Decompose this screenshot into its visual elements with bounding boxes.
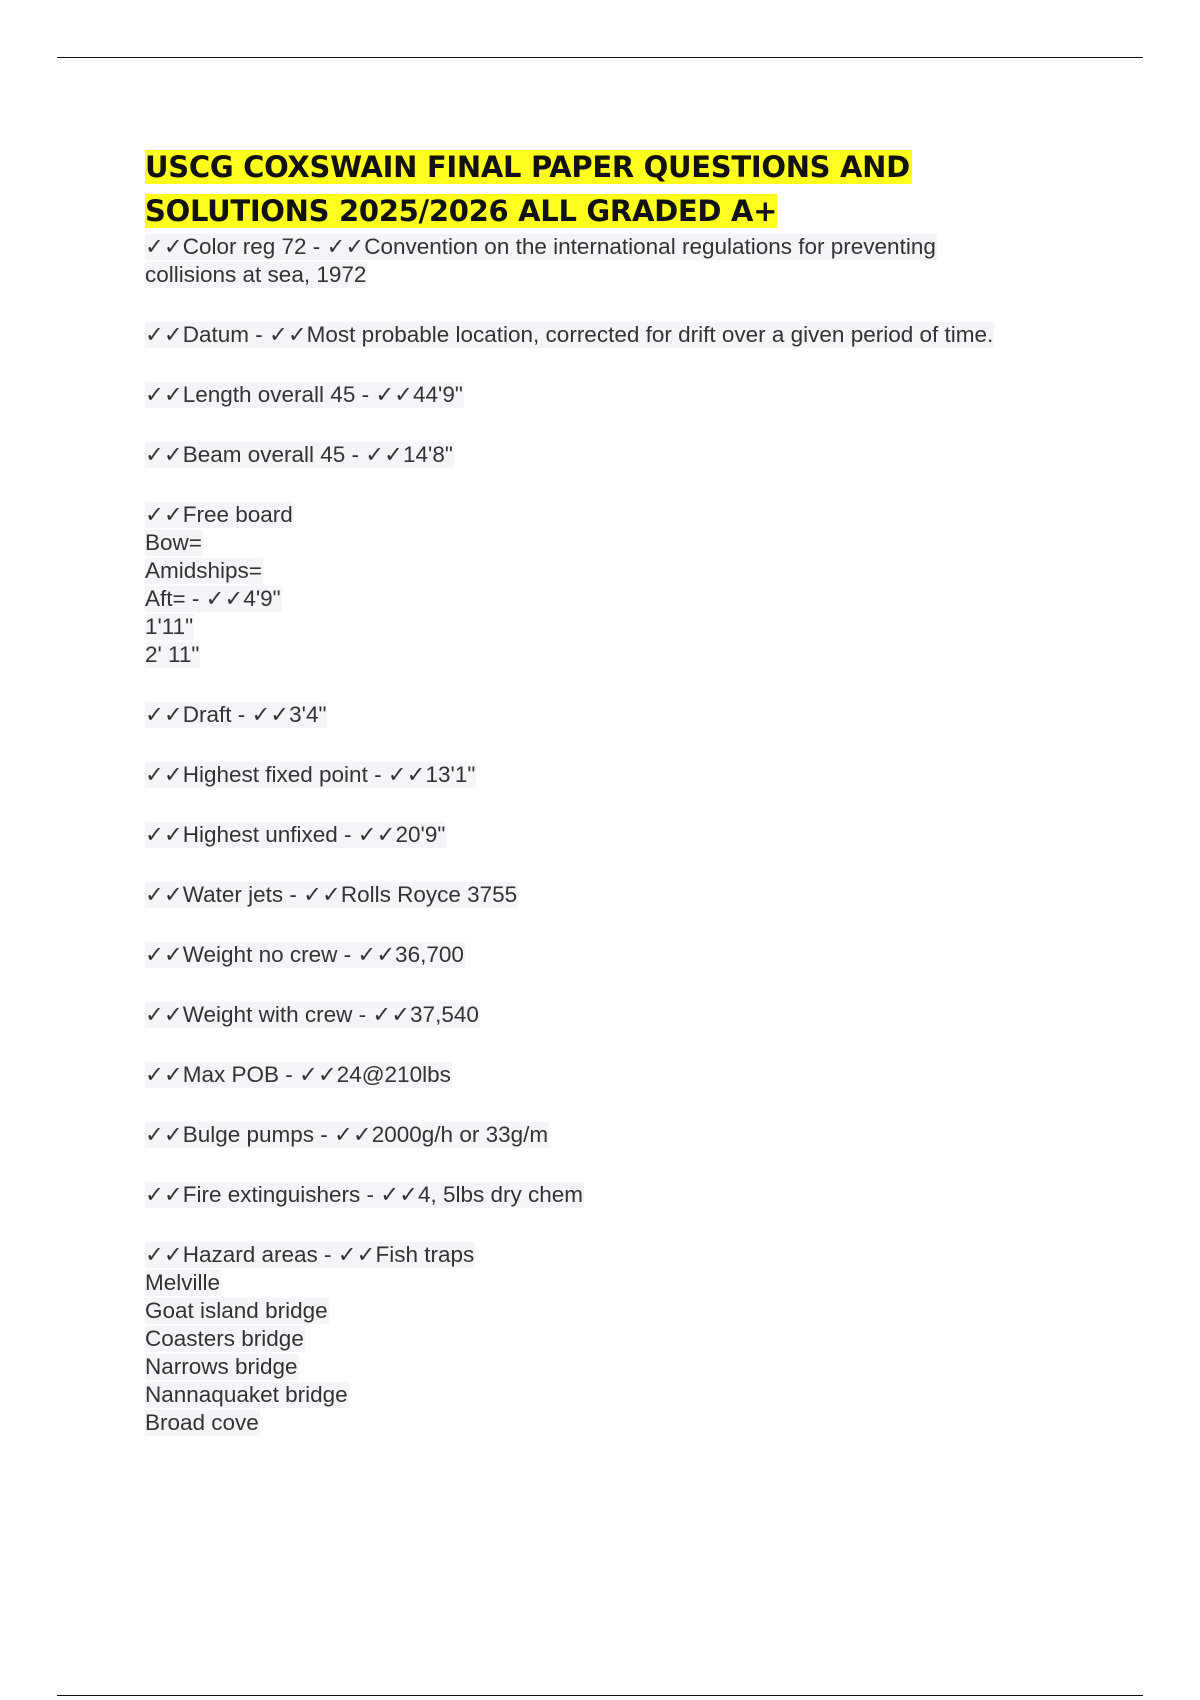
qa-entry-text: Aft= - ✓✓4'9" <box>145 586 281 611</box>
qa-entry-text: Coasters bridge <box>145 1326 304 1351</box>
qa-entry-line <box>145 1121 1105 1149</box>
qa-entry-text: Bow= <box>145 530 202 555</box>
qa-entry-text: ✓✓Free board <box>145 502 293 527</box>
qa-entry <box>145 701 1105 729</box>
qa-entry-text: Goat island bridge <box>145 1298 328 1323</box>
qa-entry-line <box>145 641 1105 669</box>
qa-entry-text: ✓✓Beam overall 45 - ✓✓14'8" <box>145 442 453 467</box>
qa-entry-text: ✓✓Highest unfixed - ✓✓20'9" <box>145 822 446 847</box>
document-body <box>145 145 1105 1469</box>
qa-entry-text: ✓✓Weight with crew - ✓✓37,540 <box>145 1002 479 1027</box>
document-title <box>145 145 1105 233</box>
qa-entry-line <box>145 1325 1105 1353</box>
qa-entry-line <box>145 261 1105 289</box>
qa-entry-line <box>145 1001 1105 1029</box>
qa-entry-line <box>145 701 1105 729</box>
qa-entry-text: Narrows bridge <box>145 1354 298 1379</box>
title-line-1: USCG COXSWAIN FINAL PAPER QUESTIONS AND <box>145 150 910 184</box>
qa-list <box>145 233 1105 1437</box>
qa-entry <box>145 1241 1105 1437</box>
title-line-2: SOLUTIONS 2025/2026 ALL GRADED A+ <box>145 194 778 228</box>
qa-entry-line <box>145 1297 1105 1325</box>
qa-entry-text: 1'11" <box>145 614 194 639</box>
qa-entry-text: ✓✓Weight no crew - ✓✓36,700 <box>145 942 464 967</box>
qa-entry-line <box>145 441 1105 469</box>
qa-entry <box>145 1001 1105 1029</box>
qa-entry-line <box>145 321 1105 349</box>
qa-entry-line <box>145 501 1105 529</box>
qa-entry <box>145 441 1105 469</box>
qa-entry-text: ✓✓Datum - ✓✓Most probable location, corrected for drift over a given period of time. <box>145 322 994 347</box>
qa-entry-line <box>145 941 1105 969</box>
qa-entry-text: ✓✓Water jets - ✓✓Rolls Royce 3755 <box>145 882 518 907</box>
qa-entry-text: ✓✓Highest fixed point - ✓✓13'1" <box>145 762 476 787</box>
qa-entry-text: 2' 11" <box>145 642 200 667</box>
qa-entry-line <box>145 1381 1105 1409</box>
qa-entry <box>145 501 1105 669</box>
qa-entry-line <box>145 1241 1105 1269</box>
qa-entry <box>145 941 1105 969</box>
qa-entry-line <box>145 1181 1105 1209</box>
qa-entry-text: ✓✓Max POB - ✓✓24@210lbs <box>145 1062 451 1087</box>
qa-entry-line <box>145 1269 1105 1297</box>
qa-entry-text: collisions at sea, 1972 <box>145 262 367 287</box>
qa-entry-text: ✓✓Hazard areas - ✓✓Fish traps <box>145 1242 475 1267</box>
qa-entry-line <box>145 381 1105 409</box>
qa-entry-text: ✓✓Draft - ✓✓3'4" <box>145 702 327 727</box>
qa-entry-line <box>145 529 1105 557</box>
qa-entry-line <box>145 881 1105 909</box>
qa-entry-text: Amidships= <box>145 558 262 583</box>
qa-entry <box>145 821 1105 849</box>
qa-entry-line <box>145 1353 1105 1381</box>
qa-entry-text: ✓✓Fire extinguishers - ✓✓4, 5lbs dry chem <box>145 1182 584 1207</box>
qa-entry-line <box>145 557 1105 585</box>
qa-entry <box>145 321 1105 349</box>
qa-entry-text: Broad cove <box>145 1410 259 1435</box>
qa-entry-line <box>145 761 1105 789</box>
qa-entry <box>145 881 1105 909</box>
qa-entry <box>145 1061 1105 1089</box>
bottom-rule <box>57 1695 1143 1696</box>
qa-entry <box>145 1181 1105 1209</box>
qa-entry-line <box>145 585 1105 613</box>
qa-entry-text: Melville <box>145 1270 221 1295</box>
qa-entry-text: Nannaquaket bridge <box>145 1382 348 1407</box>
qa-entry-line <box>145 233 1105 261</box>
qa-entry <box>145 1121 1105 1149</box>
qa-entry-text: ✓✓Color reg 72 - ✓✓Convention on the international regulations for preventing <box>145 234 936 259</box>
qa-entry <box>145 381 1105 409</box>
qa-entry-line <box>145 1409 1105 1437</box>
top-rule <box>57 57 1143 58</box>
qa-entry-line <box>145 1061 1105 1089</box>
qa-entry <box>145 761 1105 789</box>
qa-entry-line <box>145 821 1105 849</box>
qa-entry <box>145 233 1105 289</box>
qa-entry-line <box>145 613 1105 641</box>
qa-entry-text: ✓✓Bulge pumps - ✓✓2000g/h or 33g/m <box>145 1122 549 1147</box>
qa-entry-text: ✓✓Length overall 45 - ✓✓44'9" <box>145 382 463 407</box>
